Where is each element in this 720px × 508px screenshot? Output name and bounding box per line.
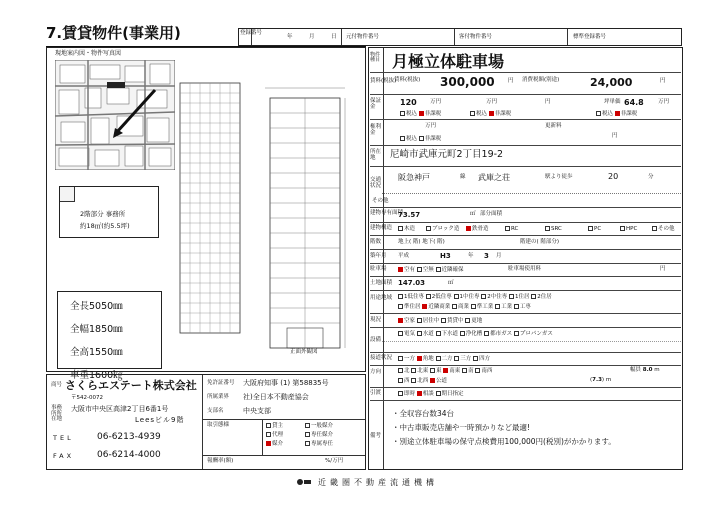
checkbox[interactable] [441, 318, 446, 323]
checkbox[interactable] [398, 294, 403, 299]
association-label: 所属業界 [207, 394, 230, 400]
deposit-label: 保証金 [370, 98, 382, 110]
trade-mode-label: 取引態様 [207, 422, 230, 428]
floor-office-box [59, 186, 159, 238]
company-address-label: 事務所所在地 [51, 405, 63, 422]
checkbox[interactable] [465, 318, 470, 323]
checkbox-checked[interactable] [398, 267, 403, 272]
road-direction-2[interactable]: 西 北西 公道 [398, 378, 447, 385]
checkbox[interactable] [305, 441, 310, 446]
structure-hpc[interactable]: HPC [620, 226, 637, 233]
road-direction-label: 方向 [370, 369, 382, 375]
checkbox[interactable] [531, 294, 536, 299]
station-label: 交通状況 [370, 177, 382, 189]
address-label: 所在地 [370, 149, 382, 161]
company-panel [46, 374, 366, 470]
current-options[interactable]: 空家 居住中 賃貸中 更地 [398, 318, 482, 325]
area-label: 建物専有面積 [370, 210, 404, 216]
checkbox[interactable] [400, 111, 405, 116]
spec-weight: 車重1600㎏ [70, 370, 123, 381]
spec-width: 全幅1850㎜ [70, 324, 123, 335]
current-label: 現況 [370, 317, 382, 323]
checkbox[interactable] [596, 111, 601, 116]
station-line: 阪急神戸 [398, 173, 430, 182]
floor-area: 約18㎡(約5.5坪) [80, 222, 130, 230]
vehicle-specs-box [57, 291, 162, 381]
tax-incl-option[interactable]: 税込 非課税 [400, 111, 441, 118]
area-unit: ㎡ [470, 211, 476, 217]
standard-number-label: 標準登録番号 [573, 34, 607, 40]
trade-mode-exclusive[interactable]: 専任媒介 [305, 432, 333, 439]
checkbox[interactable] [462, 368, 467, 373]
parking-fee-unit: 円 [660, 266, 666, 272]
checkbox[interactable] [436, 391, 441, 396]
checkbox-checked[interactable] [443, 368, 448, 373]
checkbox-checked[interactable] [417, 356, 422, 361]
checkbox[interactable] [411, 378, 416, 383]
trade-mode-lessor[interactable]: 貸主 [266, 423, 283, 430]
checkbox[interactable] [398, 226, 403, 231]
checkbox[interactable] [398, 331, 403, 336]
checkbox[interactable] [484, 331, 489, 336]
checkbox[interactable] [509, 294, 514, 299]
client-number-label: 客付物件番号 [459, 34, 493, 40]
spec-height: 全高1550㎜ [70, 347, 123, 358]
checkbox[interactable] [398, 378, 403, 383]
note-3: ・別途立体駐車場の保守点検費用100,000円(税別)がかかります。 [392, 437, 616, 446]
checkbox[interactable] [436, 356, 441, 361]
age-label: 築年月 [370, 253, 387, 259]
checkbox[interactable] [398, 356, 403, 361]
checkbox[interactable] [514, 304, 519, 309]
checkbox[interactable] [436, 267, 441, 272]
zoning-label: 用途地域 [370, 295, 393, 301]
renewal-label: 更新料 [545, 123, 562, 129]
checkbox[interactable] [426, 294, 431, 299]
fax-label: FAX [53, 452, 75, 460]
built-month: 3 [484, 252, 489, 260]
checkbox[interactable] [398, 391, 403, 396]
checkbox[interactable] [266, 432, 271, 437]
renewal-unit: 円 [545, 99, 551, 105]
checkbox[interactable] [514, 331, 519, 336]
walk-unit: 分 [648, 174, 654, 180]
trade-mode-exclusive-special[interactable]: 専属専任 [305, 441, 333, 448]
checkbox[interactable] [411, 368, 416, 373]
unit-price-label: 坪単価 [604, 99, 621, 105]
trade-mode-broker[interactable]: 媒介 [266, 441, 283, 448]
company-postal: 〒542-0072 [71, 395, 103, 401]
note-1: ・全収容台数34台 [392, 409, 455, 418]
company-fax: 06-6214-4000 [97, 450, 161, 460]
rent-label: 賃料(税抜) [394, 77, 421, 83]
structure-pc[interactable]: PC [588, 226, 601, 233]
checkbox[interactable] [400, 136, 405, 141]
structure-other[interactable]: その他 [652, 226, 675, 233]
license-label: 免許証番号 [207, 380, 235, 386]
built-year-unit: 年 [468, 253, 474, 259]
checkbox[interactable] [460, 331, 465, 336]
parking-options[interactable]: 空有 空無 近隣確保 [398, 267, 464, 274]
registration-header-box [238, 28, 682, 46]
tax-unit: 円 [660, 78, 666, 84]
checkbox[interactable] [473, 356, 478, 361]
tax-option-2[interactable]: 税込 非課税 [470, 111, 511, 118]
checkbox-checked[interactable] [417, 391, 422, 396]
structure-wood[interactable]: 木造 [398, 226, 415, 233]
checkbox-checked[interactable] [422, 304, 427, 309]
deposit-unit: 万円 [430, 99, 442, 105]
tax-option-3[interactable]: 税込 非課税 [596, 111, 637, 118]
checkbox[interactable] [266, 423, 271, 428]
land-unit: ㎡ [448, 280, 454, 286]
checkbox-checked[interactable] [419, 111, 424, 116]
checkbox[interactable] [454, 356, 459, 361]
structure-rc[interactable]: RC [505, 226, 518, 233]
checkbox[interactable] [436, 331, 441, 336]
unit-price-unit: 万円 [658, 99, 670, 105]
road-label: 接道状況 [370, 355, 393, 361]
rent-unit: 円 [508, 78, 514, 84]
handover-label: 引渡 [370, 390, 382, 396]
checkbox-checked[interactable] [489, 111, 494, 116]
company-tel: 06-6213-4939 [97, 432, 161, 442]
checkbox[interactable] [398, 368, 403, 373]
note-2: ・中古車販売店舗や一時預かりなど最適! [392, 423, 531, 432]
checkbox[interactable] [471, 304, 476, 309]
notes-label: 備考 [370, 433, 382, 439]
other-label: その他 [372, 198, 389, 204]
checkbox[interactable] [470, 111, 475, 116]
land-label: 土地面積 [370, 280, 393, 286]
company-building: Leesビル9階 [135, 416, 185, 424]
trade-mode-general[interactable]: 一般媒介 [305, 423, 333, 430]
company-name: さくらエステート株式会社 [65, 379, 197, 392]
facilities-label: 設備 [370, 337, 382, 343]
checkbox[interactable] [426, 226, 431, 231]
reg-year-label: 年 [287, 34, 293, 40]
walk-label: 駅より徒歩 [545, 174, 573, 180]
document-title: 7.賃貸物件(事業用) [46, 24, 181, 42]
walk-minutes: 20 [608, 172, 619, 181]
commission-value: %/万円 [325, 458, 344, 464]
checkbox[interactable] [417, 267, 422, 272]
road-width-1: 幅員 8.0 m [630, 367, 660, 373]
unit-price-value: 64.8 [624, 98, 644, 107]
reg-month-label: 月 [309, 34, 315, 40]
checkbox[interactable] [588, 226, 593, 231]
land-area: 147.03 [398, 279, 426, 287]
checkbox[interactable] [652, 226, 657, 231]
floors-label: 階数 [370, 239, 382, 245]
site-map [55, 60, 175, 170]
facilities-options[interactable]: 電気 水道 下水道 浄化槽 都市ガス プロパンガス [398, 331, 553, 338]
map-panel [46, 47, 366, 381]
tax-label: 消費税額(別途) [522, 77, 560, 83]
zoning-options-1[interactable]: 1低住専 2低住専 1中住専 2中住専 1住居 2住居 [398, 294, 552, 301]
checkbox[interactable] [417, 331, 422, 336]
tax-value: 24,000 [590, 76, 633, 89]
checkbox[interactable] [505, 226, 510, 231]
area-value: 73.57 [398, 211, 421, 219]
checkbox[interactable] [305, 423, 310, 428]
branch-label: 支部名 [207, 408, 224, 414]
property-title: 月極立体駐車場 [392, 52, 505, 71]
elevation-caption: 正面外観図 [290, 349, 318, 355]
built-month-unit: 月 [496, 253, 502, 259]
checkbox-checked[interactable] [430, 378, 435, 383]
line-label: 線 [460, 174, 466, 180]
handover-options[interactable]: 即時 相談 期日指定 [398, 391, 464, 398]
checkbox[interactable] [545, 226, 550, 231]
tel-label: TEL [53, 434, 74, 442]
checkbox[interactable] [454, 294, 459, 299]
branch-name: 中央支部 [243, 407, 271, 415]
commission-label: 報酬率(額) [207, 458, 234, 464]
parking-fee-label: 駐車場使用料 [508, 266, 542, 272]
checkbox-checked[interactable] [615, 111, 620, 116]
parking-tower-elevation [175, 68, 365, 368]
company-address: 大阪市中央区高津2丁目6番1号 [71, 405, 169, 413]
rent-value: 300,000 [440, 75, 495, 89]
structure-steel[interactable]: 鉄骨造 [466, 226, 489, 233]
association-name: 社)全日本不動産協会 [243, 393, 309, 401]
road-options[interactable]: 一方 角地 二方 三方 四方 [398, 356, 490, 363]
checkbox-checked[interactable] [398, 318, 403, 323]
reg-day-label: 日 [331, 34, 337, 40]
parking-label: 駐車場 [370, 266, 387, 272]
spec-length: 全長5050㎜ [70, 301, 123, 312]
type-label: 物件種目 [370, 52, 381, 63]
reg-number-label: 登録番号 [240, 30, 263, 36]
key-money-label: 権利金 [370, 124, 382, 136]
checkbox[interactable] [475, 368, 480, 373]
association-logo-icon [296, 478, 312, 486]
checkbox[interactable] [495, 304, 500, 309]
built-era: H3 [440, 252, 451, 260]
checkbox[interactable] [452, 304, 457, 309]
checkbox-checked[interactable] [466, 226, 471, 231]
zoning-options-2[interactable]: 準住居 近隣商業 商業 準工業 工業 工専 [398, 304, 531, 311]
tax-option-4[interactable]: 税込 非課税 [400, 136, 441, 143]
checkbox[interactable] [398, 304, 403, 309]
structure-src[interactable]: SRC [545, 226, 562, 233]
road-direction-1[interactable]: 北 北東 東 南東 南 南西 [398, 368, 492, 375]
road-width-2: (7.3) m [590, 377, 612, 383]
footer-organization: 近畿圏不動産流通機構 [318, 478, 438, 487]
station-name: 武庫之荘 [478, 173, 510, 182]
checkbox-checked[interactable] [266, 441, 271, 446]
key-money-manen: 万円 [425, 123, 437, 129]
checkbox[interactable] [430, 368, 435, 373]
map-caption: 現地案内図・物件写真図 [55, 50, 122, 57]
rent-row-label: 賃料(税抜) [370, 78, 397, 84]
checkbox[interactable] [305, 432, 310, 437]
address-value: 尼崎市武庫元町2丁目19-2 [390, 149, 504, 160]
deposit-value: 120 [400, 98, 417, 107]
floor-label: 2階部分 事務所 [80, 210, 126, 218]
structure-label: 建物構造 [370, 225, 393, 231]
owner-number-label: 元付物件番号 [346, 34, 380, 40]
checkbox[interactable] [417, 318, 422, 323]
checkbox[interactable] [481, 294, 486, 299]
checkbox[interactable] [419, 136, 424, 141]
company-role-label: 商号 [51, 382, 63, 388]
structure-block[interactable]: ブロック造 [426, 226, 459, 233]
partial-area-label: 部分面積 [480, 211, 503, 217]
checkbox[interactable] [620, 226, 625, 231]
key-money-unit: 万円 [486, 99, 498, 105]
trade-mode-agent[interactable]: 代理 [266, 432, 283, 439]
renewal-en: 円 [612, 133, 618, 139]
license-number: 大阪府知事 (1) 第58835号 [243, 379, 329, 387]
